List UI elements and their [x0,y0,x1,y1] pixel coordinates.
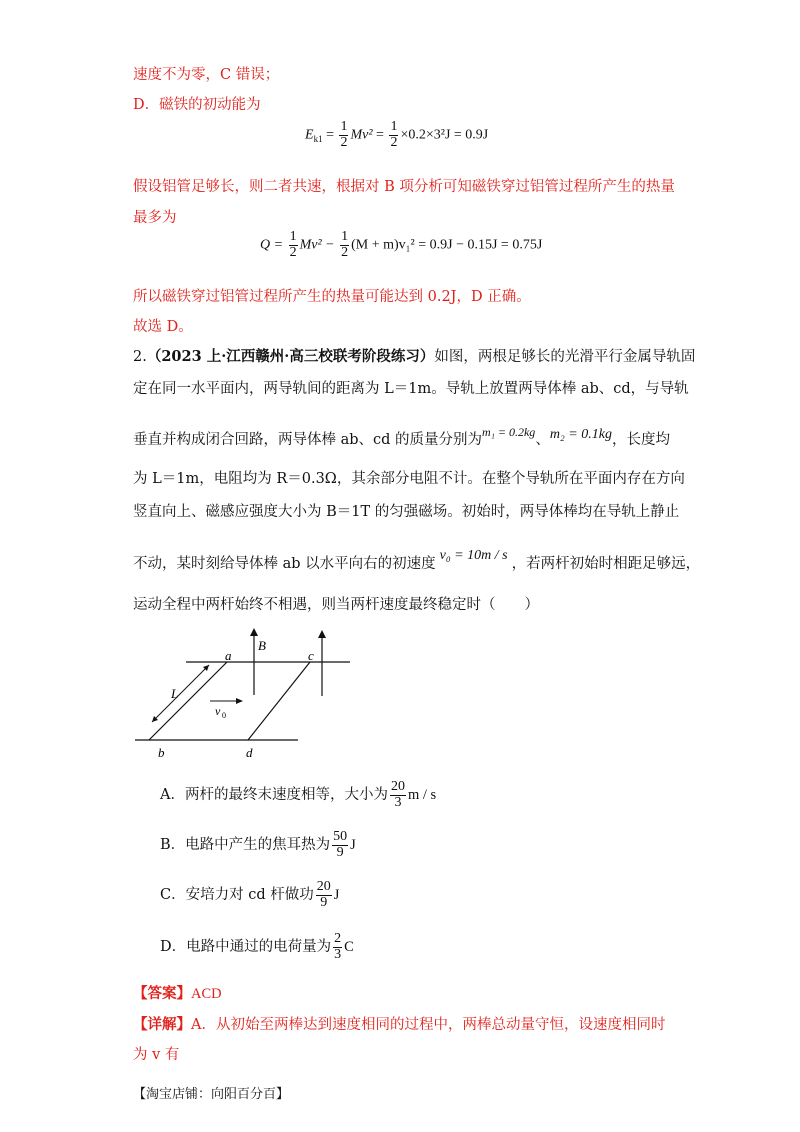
question-line-5: 竖直向上、磁感应强度大小为 B＝1T 的匀强磁场。初始时，两导体棒均在导轨上静止 [133,504,680,520]
question-line-6: 不动，某时刻给导体棒 ab 以水平向右的初速度v₀ = 10m / s，若两杆初始时相距足够远， [133,548,701,572]
question-line-7: 运动全程中两杆始终不相遇，则当两杆速度最终稳定时（ ） [133,597,539,613]
footer-shop-label: 【淘宝店铺：向阳百分百】 [133,1087,290,1102]
length-arrow [152,665,209,722]
answer-line: 【答案】ACD [133,985,222,1002]
text-line-4: 最多为 [133,210,177,226]
question-line-3: 垂直并构成闭合回路，两导体棒 ab、cd 的质量分别为$^{m_1 = 0.2kg}$、m₂ = 0.1kg，长度均 [133,425,670,448]
question-line-1: 2.（2023 上·江西赣州·高三校联考阶段练习）如图，两根足够长的光滑平行金属导轨固 [133,348,696,365]
detail-line-1: 【详解】A．从初始至两棒达到速度相同的过程中，两棒总动量守恒，设速度相同时 [133,1016,666,1033]
option-c[interactable]: C．安培力对 cd 杆做功 $\frac{20}{9}$ J [160,879,340,910]
label-L: L [171,686,179,701]
text-line-6: 故选 D。 [133,319,193,335]
label-a: a [225,648,232,663]
rod-cd [248,662,310,740]
label-b: b [158,745,165,760]
label-B: B [258,638,266,653]
question-line-4: 为 L＝1m，电阻均为 R＝0.3Ω，其余部分电阻不计。在整个导轨所在平面内存在方向 [133,471,685,487]
question-line-2: 定在同一水平面内，两导轨间的距离为 L＝1m。导轨上放置两导体棒 ab、cd，与导轨 [133,381,689,397]
text-line-3: 假设铝管足够长，则二者共速，根据对 B 项分析可知磁铁穿过铝管过程所产生的热量 [133,179,675,195]
rails-diagram [130,620,370,770]
option-a[interactable]: A．两杆的最终末速度相等，大小为 $\frac{20}{3}$ m / s [160,779,437,810]
label-v-sub: 0 [222,711,226,720]
equation-heat: Q = $\frac{1}{2}$ Mv² − $\frac{1}{2}$ (M + m)v₁² = 0.9J − 0.15J = 0.75J [260,229,543,260]
equation-kinetic-energy: $E_{k1}$ = $\frac{1}{2}$ Mv² = $\frac{1}{2}$ ×0.2×3²J = 0.9J [305,119,489,150]
text-line-5: 所以磁铁穿过铝管过程所产生的热量可能达到 0.2J，D 正确。 [133,289,531,305]
text-line-1: 速度不为零，C 错误； [133,67,280,83]
text-line-2: D．磁铁的初动能为 [133,97,261,113]
detail-line-2: 为 v 有 [133,1047,180,1063]
label-c: c [308,648,314,663]
option-b[interactable]: B．电路中产生的焦耳热为 $\frac{50}{9}$ J [160,829,356,860]
label-v: v [215,704,221,718]
label-d: d [246,745,253,760]
option-d[interactable]: D．电路中通过的电荷量为 $\frac{2}{3}$ C [160,931,354,962]
